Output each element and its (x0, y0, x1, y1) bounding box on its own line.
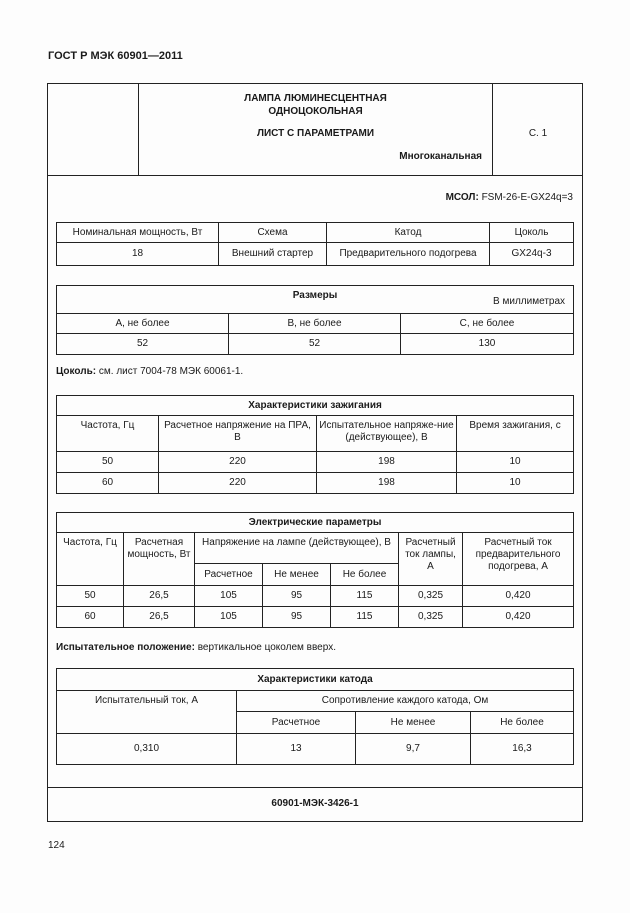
header-cell: Напряжение на лампе (действующее), В (195, 533, 399, 564)
header-cell: A, не более (57, 314, 229, 334)
page-title (139, 92, 492, 118)
cathode-table (56, 668, 574, 765)
table-row (57, 607, 574, 628)
header-cell: Не более (471, 712, 574, 734)
cell: 60 (57, 473, 159, 494)
cell: 13 (237, 734, 356, 765)
header-cell: Сопротивление каждого катода, Ом (237, 691, 574, 712)
test-position-note (56, 642, 336, 653)
cell: 95 (263, 586, 331, 607)
page-ref: С. 1 (528, 128, 548, 139)
cell: GX24q-3 (490, 243, 574, 266)
divider (47, 175, 583, 176)
cell: 52 (229, 334, 401, 355)
cell: 115 (331, 586, 399, 607)
cell: 26,5 (124, 607, 195, 628)
table-row (57, 586, 574, 607)
table-row (57, 473, 574, 494)
cell: 0,310 (57, 734, 237, 765)
header-cell: Частота, Гц (57, 533, 124, 586)
cell: 105 (195, 607, 263, 628)
header-cell: C, не более (401, 314, 574, 334)
cell: 26,5 (124, 586, 195, 607)
test-position-label: Испытательное положение: (56, 642, 195, 653)
header-cell: Частота, Гц (57, 416, 159, 452)
table-title: Характеристики катода (57, 669, 574, 691)
test-position-text: вертикальное цоколем вверх. (197, 642, 336, 653)
header-cell: Время зажигания, с (457, 416, 574, 452)
sheet-label: ЛИСТ С ПАРАМЕТРАМИ (256, 128, 375, 139)
divider (47, 787, 583, 788)
table-title-cell (57, 286, 574, 314)
base-note-text: см. лист 7004-78 МЭК 60061-1. (98, 366, 244, 377)
lamp-type: Многоканальная (399, 151, 482, 162)
table-row (57, 734, 574, 765)
cell: 60 (57, 607, 124, 628)
cell: 105 (195, 586, 263, 607)
cell: Внешний стартер (219, 243, 327, 266)
header-cell: Не более (331, 564, 399, 586)
ignition-table (56, 395, 574, 494)
table-title: Характеристики зажигания (57, 396, 574, 416)
header-cell: Расчетное напряжение на ПРА, В (159, 416, 317, 452)
unit-label: В миллиметрах (493, 296, 566, 307)
general-table (56, 222, 574, 266)
standard-header: ГОСТ Р МЭК 60901—2011 (48, 50, 183, 62)
title-line2: ОДНОЦОКОЛЬНАЯ (268, 106, 363, 117)
sheet-code: 60901-МЭК-3426-1 (271, 798, 359, 809)
header-cell: Не менее (356, 712, 471, 734)
base-note (56, 366, 243, 377)
header-cell: Цоколь (490, 223, 574, 243)
header-cell: Расчетная мощность, Вт (124, 533, 195, 586)
cell: 0,325 (399, 586, 463, 607)
cell: 52 (57, 334, 229, 355)
cell: 95 (263, 607, 331, 628)
header-cell: Расчетный ток предварительного подогрева, А (463, 533, 574, 586)
header-cell: Не менее (263, 564, 331, 586)
header-cell: Расчетное (237, 712, 356, 734)
cell: 198 (317, 473, 457, 494)
dimensions-table (56, 285, 574, 355)
header-cell: Испытательный ток, А (57, 691, 237, 734)
cell: 130 (401, 334, 574, 355)
electrical-table (56, 512, 574, 628)
cell: 50 (57, 586, 124, 607)
cell: 50 (57, 452, 159, 473)
header-cell: Расчетный ток лампы, А (399, 533, 463, 586)
base-note-label: Цоколь: (56, 366, 97, 377)
title-line1: ЛАМПА ЛЮМИНЕСЦЕНТНАЯ (244, 93, 387, 104)
header-cell: Катод (327, 223, 490, 243)
header-cell: Расчетное (195, 564, 263, 586)
mcol-value: FSM-26-E-GX24q=3 (481, 192, 573, 203)
table-title: Размеры (292, 290, 338, 301)
cell: 0,325 (399, 607, 463, 628)
table-title: Электрические параметры (57, 513, 574, 533)
mcol-label: МСОЛ: (445, 192, 479, 203)
cell: 115 (331, 607, 399, 628)
header-cell: Схема (219, 223, 327, 243)
table-row (57, 452, 574, 473)
header-cell: Номинальная мощность, Вт (57, 223, 219, 243)
cell: 0,420 (463, 586, 574, 607)
cell: 220 (159, 452, 317, 473)
cell: 10 (457, 452, 574, 473)
cell: 0,420 (463, 607, 574, 628)
header-cell: B, не более (229, 314, 401, 334)
cell: 9,7 (356, 734, 471, 765)
mcol-designation (300, 192, 573, 203)
cell: 198 (317, 452, 457, 473)
cell: 10 (457, 473, 574, 494)
header-cell: Испытательное напряже-ние (действующее), В (317, 416, 457, 452)
cell: 18 (57, 243, 219, 266)
cell: 16,3 (471, 734, 574, 765)
page-number: 124 (48, 840, 65, 851)
cell: Предварительного подогрева (327, 243, 490, 266)
cell: 220 (159, 473, 317, 494)
